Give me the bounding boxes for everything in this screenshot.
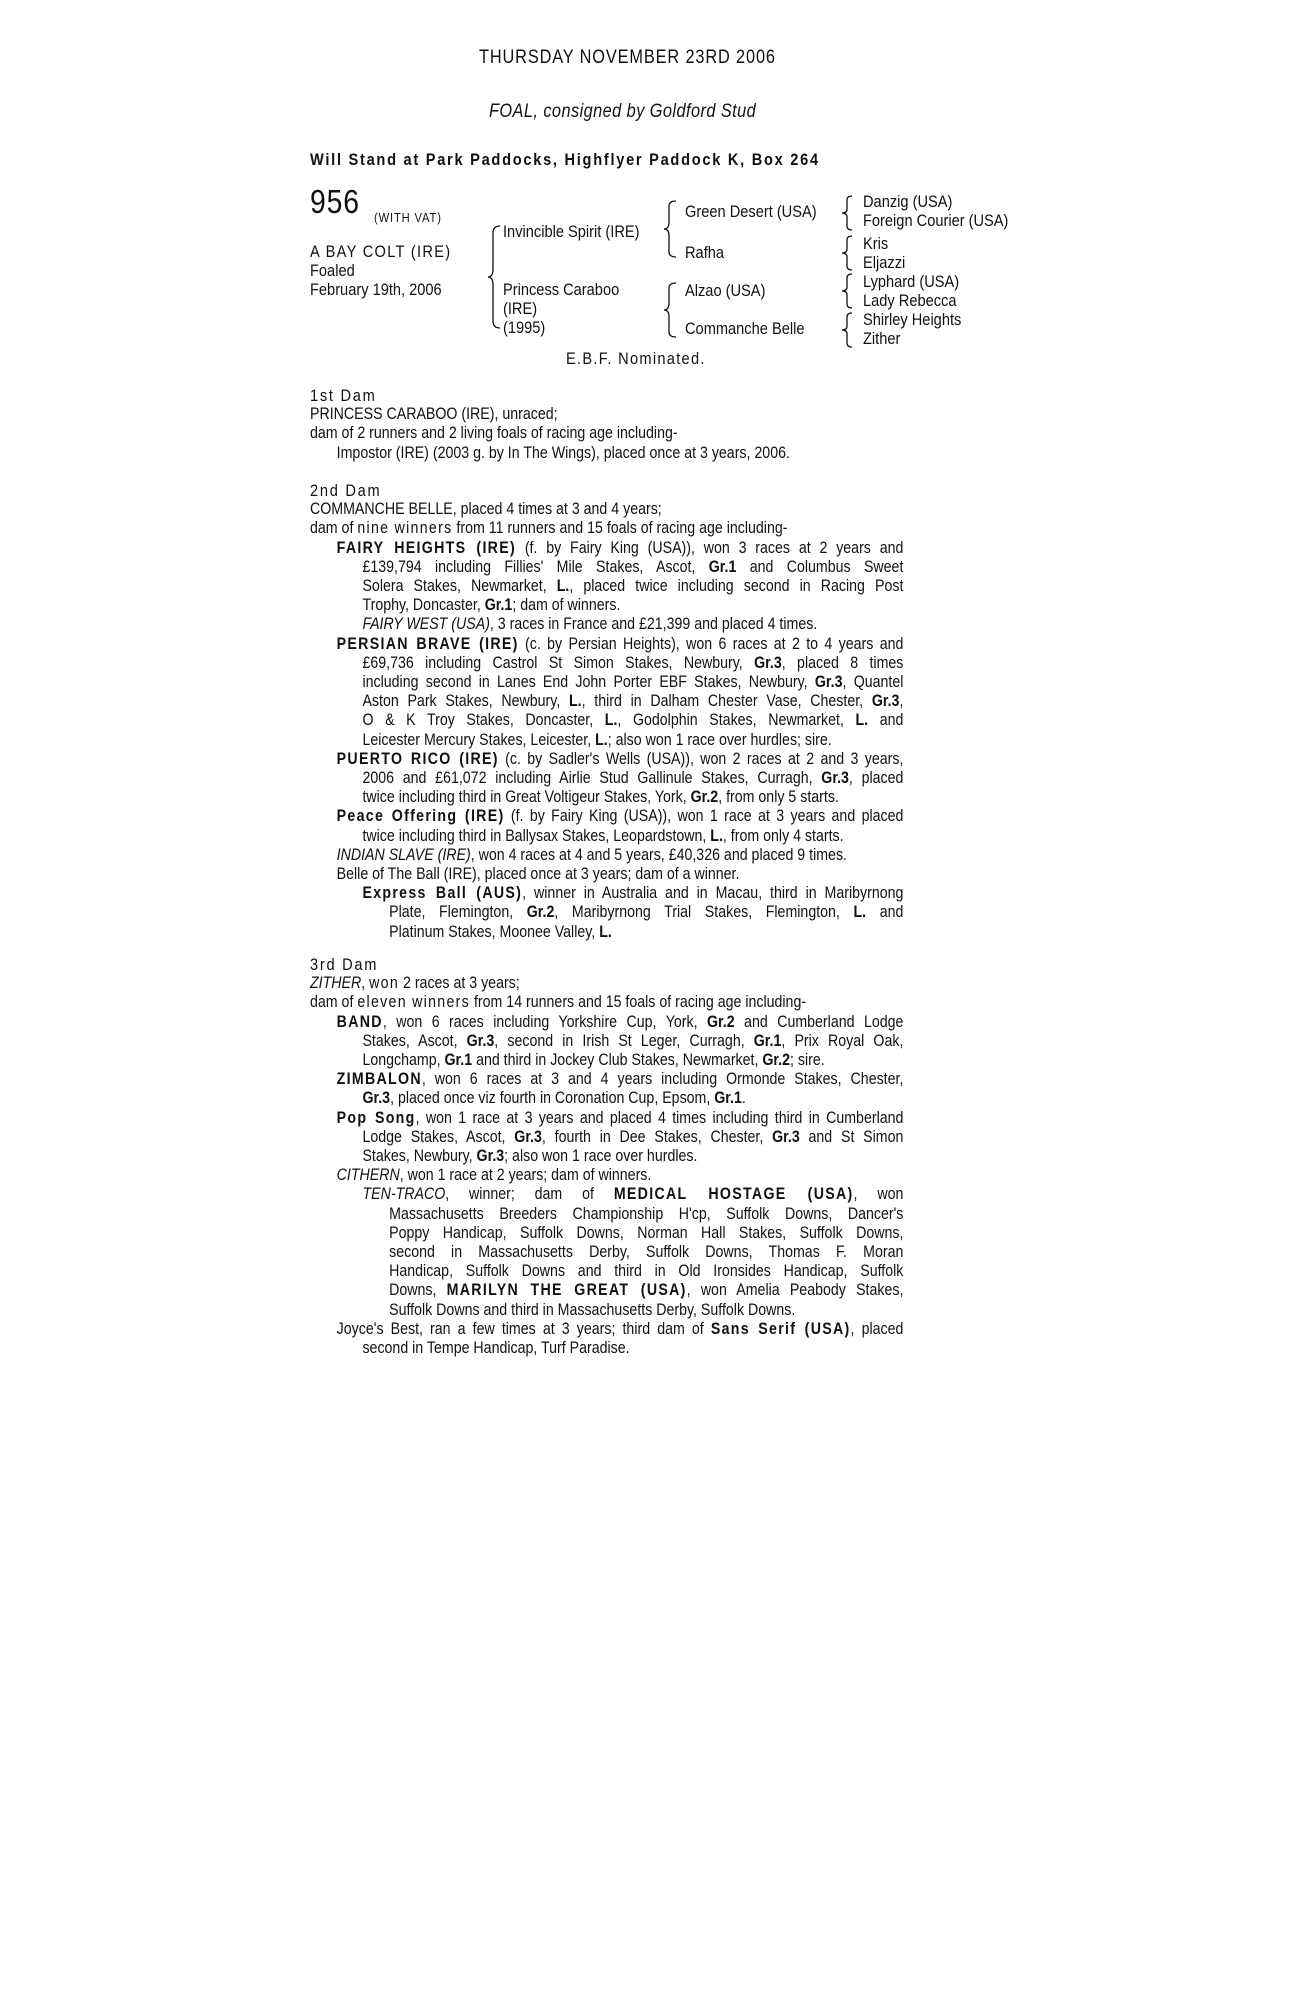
first-dam-section [310,386,903,463]
pedigree-bracket-gs [842,195,854,231]
pedigree-sds: Kris [863,234,889,253]
third-dam-line: second in Massachusetts Derby, Suffolk Downs, Thomas F. Moran [389,1243,904,1262]
third-dam-line: dam of eleven winners from 14 runners and 15 foals of racing age including- [310,993,807,1012]
pedigree-dsd: Lady Rebecca [863,291,957,310]
second-dam-line: twice including third in Great Voltigeur Stakes, York, Gr.2, from only 5 starts. [362,788,839,807]
pedigree-bracket-gd [842,235,854,271]
second-dam-line: Solera Stakes, Newmarket, L., placed twice including second in Racing Post [362,577,904,596]
second-dam-line: Leicester Mercury Stakes, Leicester, L.; also won 1 race over hurdles; sire. [362,730,832,749]
second-dam-line: PUERTO RICO (IRE) (c. by Sadler's Wells (USA)), won 2 races at 2 and 3 years, [336,749,904,768]
first-dam-line: Impostor (IRE) (2003 g. by In The Wings), placed once at 3 years, 2006. [336,443,790,462]
third-dam-line: Handicap, Suffolk Downs and third in Old Ironsides Handicap, Suffolk [389,1262,904,1281]
lot-name: A BAY COLT (IRE) [310,242,452,261]
pedigree-sss: Danzig (USA) [863,192,953,211]
second-dam-line: INDIAN SLAVE (IRE), won 4 races at 4 and 5 years, £40,326 and placed 9 times. [336,845,847,864]
pedigree-sire: Invincible Spirit (IRE) [503,222,640,241]
first-dam-line: PRINCESS CARABOO (IRE), unraced; [310,405,558,424]
third-dam-line: Longchamp, Gr.1 and third in Jockey Club Stakes, Newmarket, Gr.2; sire. [362,1051,825,1070]
second-dam-line: dam of nine winners from 11 runners and 15 foals of racing age including- [310,519,788,538]
second-dam-line: 2006 and £61,072 including Airlie Stud Gallinule Stakes, Curragh, Gr.3, placed [362,769,904,788]
second-dam-line: £139,794 including Fillies' Mile Stakes, Ascot, Gr.1 and Columbus Sweet [362,557,904,576]
third-dam-line: second in Tempe Handicap, Turf Paradise. [362,1339,630,1358]
second-dam-line: twice including third in Ballysax Stakes, Leopardstown, L., from only 4 starts. [362,826,844,845]
third-dam-line: Massachusetts Breeders Championship H'cp, Suffolk Downs, Dancer's [389,1204,904,1223]
second-dam-line: Express Ball (AUS), winner in Australia and in Macau, third in Maribyrnong [362,884,904,903]
first-dam-heading: 1st Dam [310,386,377,405]
pedigree-dam-country: (IRE) [503,299,538,318]
third-dam-section [310,955,903,1358]
third-dam-line: Gr.3, placed once viz fourth in Coronation Cup, Epsom, Gr.1. [362,1089,746,1108]
second-dam-section [310,481,903,942]
ebf-nominated: E.B.F. Nominated. [566,349,706,368]
pedigree-dam-sire: Alzao (USA) [685,281,766,300]
second-dam-line: Trophy, Doncaster, Gr.1; dam of winners. [362,596,621,615]
second-dam-line: FAIRY HEIGHTS (IRE) (f. by Fairy King (USA)), won 3 races at 2 years and [336,538,904,557]
third-dam-line: CITHERN, won 1 race at 2 years; dam of winners. [336,1166,652,1185]
second-dam-heading: 2nd Dam [310,481,382,500]
second-dam-line: including second in Lanes End John Porter EBF Stakes, Newbury, Gr.3, Quantel [362,673,904,692]
third-dam-heading: 3rd Dam [310,955,379,974]
pedigree-dds: Shirley Heights [863,310,962,329]
second-dam-line: Plate, Flemington, Gr.2, Maribyrnong Trial Stakes, Flemington, L. and [389,903,904,922]
pedigree-sire-dam: Rafha [685,243,725,262]
second-dam-line: £69,736 including Castrol St Simon Stakes, Newbury, Gr.3, placed 8 times [362,653,904,672]
pedigree-dam-dam: Commanche Belle [685,319,805,338]
third-dam-line: Lodge Stakes, Ascot, Gr.3, fourth in Dee Stakes, Chester, Gr.3 and St Simon [362,1127,904,1146]
second-dam-line: Platinum Stakes, Moonee Valley, L. [389,922,612,941]
first-dam-line: dam of 2 runners and 2 living foals of racing age including- [310,424,678,443]
third-dam-line: Stakes, Ascot, Gr.3, second in Irish St Leger, Curragh, Gr.1, Prix Royal Oak, [362,1031,904,1050]
third-dam-line: Stakes, Newbury, Gr.3; also won 1 race over hurdles. [362,1147,698,1166]
consignment-line: FOAL, consigned by Goldford Stud [489,101,757,122]
third-dam-line: ZIMBALON, won 6 races at 3 and 4 years including Ormonde Stakes, Chester, [336,1070,904,1089]
third-dam-line: TEN-TRACO, winner; dam of MEDICAL HOSTAGE (USA), won [362,1185,904,1204]
stand-location: Will Stand at Park Paddocks, Highflyer Paddock K, Box 264 [310,150,820,169]
sale-date: THURSDAY NOVEMBER 23RD 2006 [479,47,776,68]
pedigree-dam-year: (1995) [503,318,546,337]
pedigree-dam-name: Princess Caraboo [503,280,620,299]
lot-number: 956 [310,183,360,220]
third-dam-line: Suffolk Downs and third in Massachusetts Derby, Suffolk Downs. [389,1300,796,1319]
pedigree-bracket-ds [842,273,854,309]
second-dam-line: Peace Offering (IRE) (f. by Fairy King (USA)), won 1 race at 3 years and placed [336,807,904,826]
pedigree-bracket-dd [842,312,854,348]
second-dam-line: Aston Park Stakes, Newbury, L., third in Dalham Chester Vase, Chester, Gr.3, [362,692,904,711]
third-dam-line: Downs, MARILYN THE GREAT (USA), won Amelia Peabody Stakes, [389,1281,904,1300]
second-dam-line: PERSIAN BRAVE (IRE) (c. by Persian Heights), won 6 races at 2 to 4 years and [336,634,904,653]
pedigree-dss: Lyphard (USA) [863,272,960,291]
third-dam-line: ZITHER, won 2 races at 3 years; [310,974,520,993]
foaled-label: Foaled [310,261,355,280]
third-dam-line: Poppy Handicap, Suffolk Downs, Norman Hall Stakes, Suffolk Downs, [389,1223,904,1242]
second-dam-line: Belle of The Ball (IRE), placed once at 3 years; dam of a winner. [336,865,740,884]
pedigree-ddd: Zither [863,329,901,348]
pedigree-sdd: Eljazzi [863,253,906,272]
pedigree-bracket-main [488,225,502,329]
vat-note: (WITH VAT) [374,210,442,225]
pedigree-bracket-sire [664,200,678,258]
second-dam-line: COMMANCHE BELLE, placed 4 times at 3 and 4 years; [310,500,662,519]
foaled-date: February 19th, 2006 [310,280,442,299]
second-dam-line: FAIRY WEST (USA), 3 races in France and £21,399 and placed 4 times. [362,615,818,634]
third-dam-line: BAND, won 6 races including Yorkshire Cup, York, Gr.2 and Cumberland Lodge [336,1012,904,1031]
second-dam-line: O & K Troy Stakes, Doncaster, L., Godolphin Stakes, Newmarket, L. and [362,711,904,730]
pedigree-bracket-dam [664,282,678,338]
pedigree-sire-sire: Green Desert (USA) [685,202,817,221]
third-dam-line: Joyce's Best, ran a few times at 3 years; third dam of Sans Serif (USA), placed [336,1319,904,1338]
third-dam-line: Pop Song, won 1 race at 3 years and placed 4 times including third in Cumberland [336,1108,904,1127]
pedigree-ssd: Foreign Courier (USA) [863,211,1009,230]
